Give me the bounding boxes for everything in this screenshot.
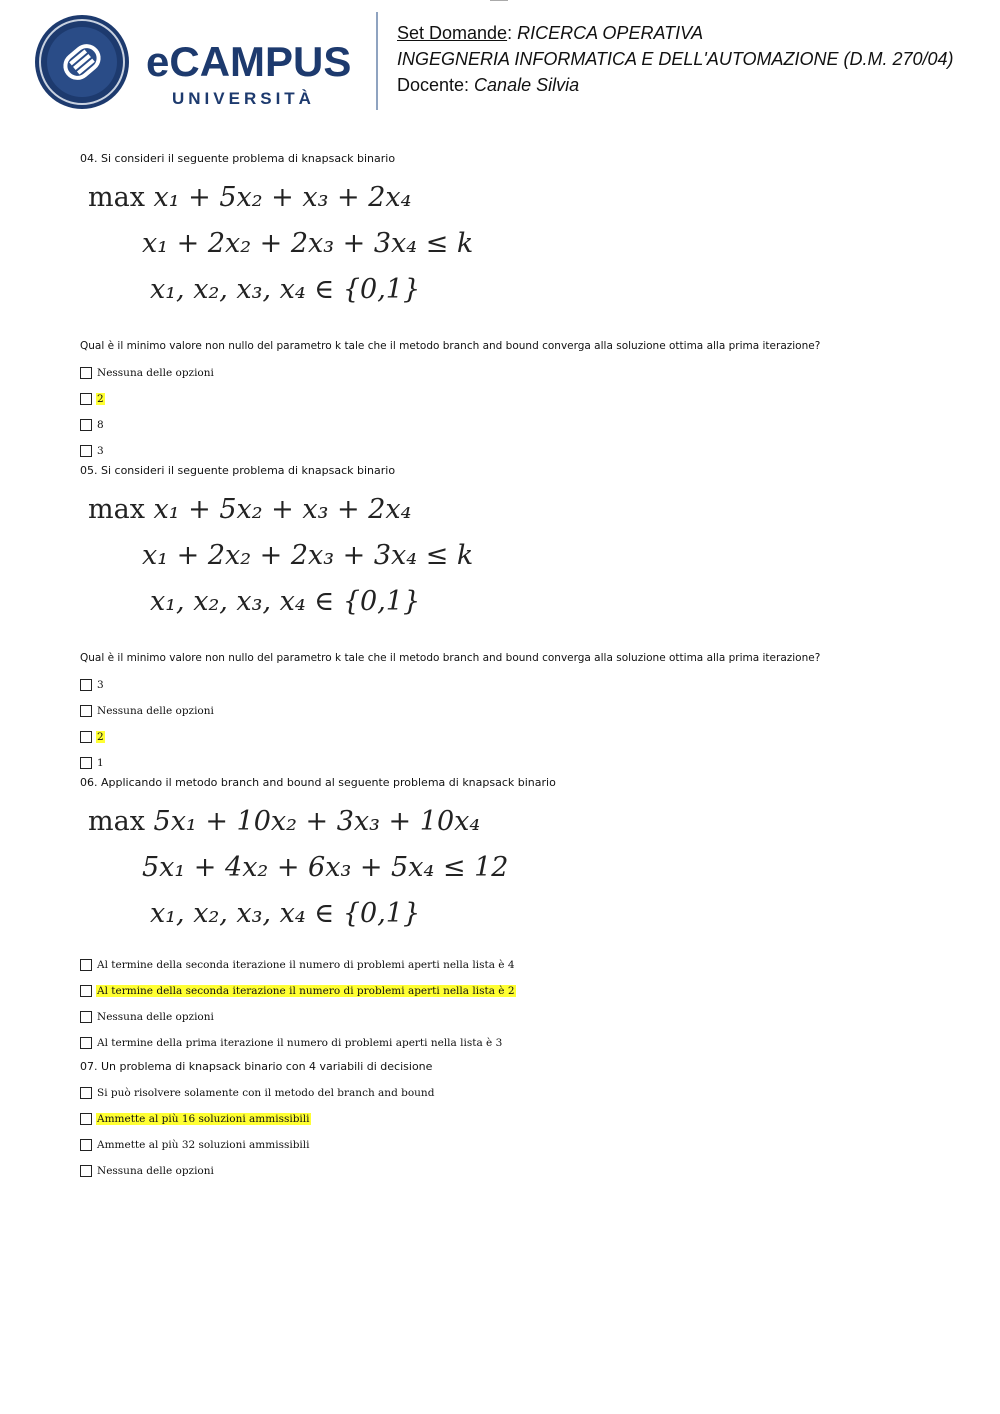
checkbox[interactable] bbox=[80, 445, 92, 457]
question-05 bbox=[80, 464, 940, 776]
constraint-expr: 5x₁ + 4x₂ + 6x₃ + 5x₄ ≤ 12 bbox=[142, 852, 509, 883]
option-2[interactable] bbox=[80, 978, 940, 1004]
option-label: 8 bbox=[97, 419, 104, 431]
ecampus-logo bbox=[34, 14, 364, 114]
question-06 bbox=[80, 776, 940, 1056]
max-label: max bbox=[88, 806, 145, 837]
max-label: max bbox=[88, 494, 145, 525]
checkbox[interactable] bbox=[80, 419, 92, 431]
constraint-expr: x₁ + 2x₂ + 2x₃ + 3x₄ ≤ k bbox=[142, 540, 474, 571]
question-text: Qual è il minimo valore non nullo del parametro k tale che il metodo branch and bound converga alla soluzione ottima alla prima iterazione? bbox=[80, 652, 821, 664]
option-1[interactable] bbox=[80, 1080, 940, 1106]
option-3[interactable] bbox=[80, 1132, 940, 1158]
domain bbox=[150, 586, 420, 617]
option-label-highlighted: 2 bbox=[97, 393, 104, 405]
question-title: 06. Applicando il metodo branch and bound al seguente problema di knapsack binario bbox=[80, 776, 556, 789]
page-header bbox=[0, 0, 1000, 120]
objective bbox=[88, 806, 480, 837]
course-info bbox=[397, 20, 954, 98]
domain-expr: x₁, x₂, x₃, x₄ ∈ {0,1} bbox=[150, 586, 421, 617]
option-label: Nessuna delle opzioni bbox=[97, 1165, 214, 1177]
objective bbox=[88, 494, 411, 525]
option-3[interactable] bbox=[80, 1004, 940, 1030]
option-label: Al termine della seconda iterazione il numero di problemi aperti nella lista è 4 bbox=[97, 959, 515, 971]
option-4[interactable] bbox=[80, 750, 940, 776]
option-2[interactable] bbox=[80, 386, 940, 412]
formula bbox=[80, 168, 940, 310]
option-label: Nessuna delle opzioni bbox=[97, 1011, 214, 1023]
checkbox[interactable] bbox=[80, 1165, 92, 1177]
logo-wordmark: eCAMPUS bbox=[146, 38, 352, 85]
domain-expr: x₁, x₂, x₃, x₄ ∈ {0,1} bbox=[150, 898, 421, 929]
checkbox[interactable] bbox=[80, 985, 92, 997]
option-label: 3 bbox=[97, 445, 104, 457]
checkbox[interactable] bbox=[80, 705, 92, 717]
option-4[interactable] bbox=[80, 1158, 940, 1184]
logo-subtitle: UNIVERSITÀ bbox=[172, 89, 315, 108]
checkbox[interactable] bbox=[80, 731, 92, 743]
max-label: max bbox=[88, 182, 145, 213]
teacher-label: Docente: bbox=[397, 75, 475, 95]
checkbox[interactable] bbox=[80, 757, 92, 769]
option-1[interactable] bbox=[80, 672, 940, 698]
constraint-expr: x₁ + 2x₂ + 2x₃ + 3x₄ ≤ k bbox=[142, 228, 474, 259]
option-1[interactable] bbox=[80, 952, 940, 978]
checkbox[interactable] bbox=[80, 1011, 92, 1023]
checkbox[interactable] bbox=[80, 1139, 92, 1151]
question-title: 04. Si consideri il seguente problema di knapsack binario bbox=[80, 152, 396, 165]
option-label: Nessuna delle opzioni bbox=[97, 367, 214, 379]
question-title: 05. Si consideri il seguente problema di knapsack binario bbox=[80, 464, 396, 477]
set-label: Set Domande bbox=[397, 23, 508, 43]
option-4[interactable] bbox=[80, 1030, 940, 1056]
option-2[interactable] bbox=[80, 698, 940, 724]
question-07 bbox=[80, 1060, 940, 1184]
checkbox[interactable] bbox=[80, 1037, 92, 1049]
option-label: Nessuna delle opzioni bbox=[97, 705, 214, 717]
option-4[interactable] bbox=[80, 438, 940, 464]
option-label: 1 bbox=[97, 757, 104, 769]
constraint bbox=[142, 228, 473, 259]
checkbox[interactable] bbox=[80, 1113, 92, 1125]
option-label: Al termine della prima iterazione il numero di problemi aperti nella lista è 3 bbox=[97, 1037, 503, 1049]
objective-expr: x₁ + 5x₂ + x₃ + 2x₄ bbox=[153, 182, 412, 213]
domain bbox=[150, 274, 420, 305]
set-separator: : bbox=[507, 23, 518, 43]
question-text: Qual è il minimo valore non nullo del parametro k tale che il metodo branch and bound converga alla soluzione ottima alla prima iterazione? bbox=[80, 340, 821, 352]
option-1[interactable] bbox=[80, 360, 940, 386]
checkbox[interactable] bbox=[80, 959, 92, 971]
constraint bbox=[142, 852, 508, 883]
formula bbox=[80, 480, 940, 622]
domain-expr: x₁, x₂, x₃, x₄ ∈ {0,1} bbox=[150, 274, 421, 305]
objective-expr: x₁ + 5x₂ + x₃ + 2x₄ bbox=[153, 494, 412, 525]
objective bbox=[88, 182, 411, 213]
checkbox[interactable] bbox=[80, 1087, 92, 1099]
option-3[interactable] bbox=[80, 724, 940, 750]
option-label-highlighted: 2 bbox=[97, 731, 104, 743]
checkbox[interactable] bbox=[80, 367, 92, 379]
option-label-highlighted: Ammette al più 16 soluzioni ammissibili bbox=[97, 1113, 310, 1125]
option-2[interactable] bbox=[80, 1106, 940, 1132]
course-name: RICERCA OPERATIVA bbox=[517, 23, 704, 43]
checkbox[interactable] bbox=[80, 393, 92, 405]
formula bbox=[80, 792, 940, 934]
teacher-name: Canale Silvia bbox=[474, 75, 580, 95]
objective-expr: 5x₁ + 10x₂ + 3x₃ + 10x₄ bbox=[153, 806, 481, 837]
domain bbox=[150, 898, 420, 929]
question-title: 07. Un problema di knapsack binario con 4 variabili di decisione bbox=[80, 1060, 433, 1073]
header-divider bbox=[376, 12, 378, 110]
constraint bbox=[142, 540, 473, 571]
degree-name: INGEGNERIA INFORMATICA E DELL'AUTOMAZIONE (D.M. 270/04) bbox=[397, 49, 954, 69]
option-label-highlighted: Al termine della seconda iterazione il numero di problemi aperti nella lista è 2 bbox=[97, 985, 515, 997]
option-label: Si può risolvere solamente con il metodo del branch and bound bbox=[97, 1087, 435, 1099]
question-04 bbox=[80, 152, 940, 464]
option-label: Ammette al più 32 soluzioni ammissibili bbox=[97, 1139, 310, 1151]
checkbox[interactable] bbox=[80, 679, 92, 691]
option-3[interactable] bbox=[80, 412, 940, 438]
option-label: 3 bbox=[97, 679, 104, 691]
